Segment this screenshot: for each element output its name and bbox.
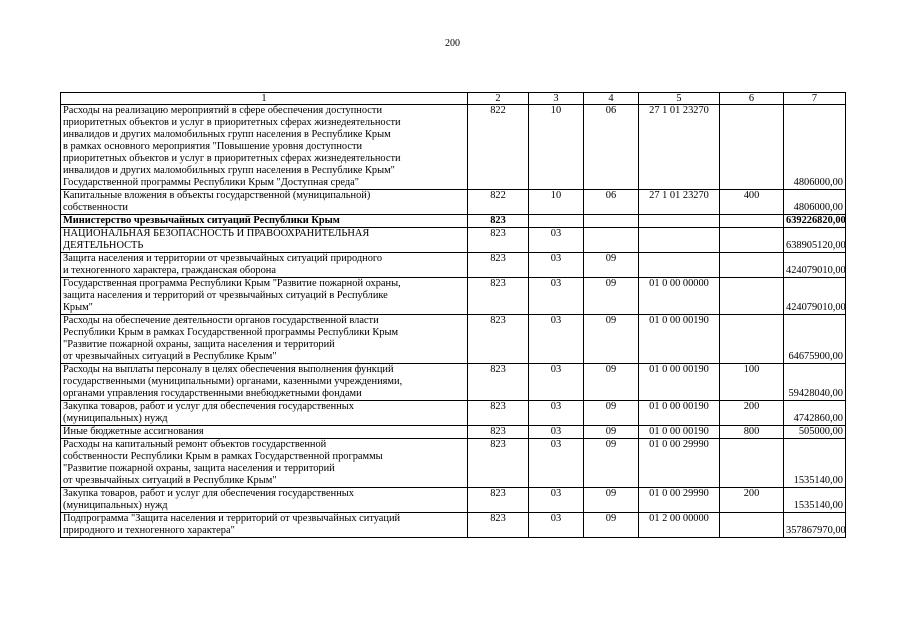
row-expense-type-cell (720, 439, 784, 488)
row-code-cell: 823 (468, 364, 529, 401)
budget-table (60, 92, 846, 538)
row-target-article-cell: 01 0 00 29990 (639, 488, 720, 513)
row-subsection-cell: 09 (584, 426, 639, 439)
row-target-article-cell: 27 1 01 23270 (639, 190, 720, 215)
row-expense-type-cell: 400 (720, 190, 784, 215)
row-section-cell: 03 (529, 439, 584, 488)
row-code-cell: 823 (468, 278, 529, 315)
row-expense-type-cell (720, 228, 784, 253)
row-name-cell: Закупка товаров, работ и услуг для обеспечения государственных (муниципальных) нужд (61, 401, 468, 426)
row-subsection-cell: 09 (584, 278, 639, 315)
header-col-3: 3 (529, 93, 584, 105)
row-expense-type-cell (720, 215, 784, 228)
row-subsection-cell: 09 (584, 364, 639, 401)
row-expense-type-cell: 800 (720, 426, 784, 439)
row-subsection-cell: 09 (584, 488, 639, 513)
row-amount-cell: 59428040,00 (784, 364, 846, 401)
row-name-cell: Подпрограмма "Защита населения и территорий от чрезвычайных ситуаций природного и техногенного характера" (61, 513, 468, 538)
header-row (61, 93, 846, 105)
table-row (61, 439, 846, 488)
row-code-cell: 823 (468, 488, 529, 513)
row-amount-cell: 1535140,00 (784, 439, 846, 488)
header-col-7: 7 (784, 93, 846, 105)
row-code-cell: 823 (468, 228, 529, 253)
row-amount-cell: 4806000,00 (784, 105, 846, 190)
row-target-article-cell (639, 228, 720, 253)
row-section-cell: 10 (529, 105, 584, 190)
row-name-cell: Расходы на капитальный ремонт объектов государственной собственности Республики Крым в рамках Государственной программы "Развитие пожарной охраны, защита населения и территорий от чрезвычайных ситуаций в Республике Крым" (61, 439, 468, 488)
row-section-cell: 03 (529, 228, 584, 253)
row-name-cell: НАЦИОНАЛЬНАЯ БЕЗОПАСНОСТЬ И ПРАВООХРАНИТЕЛЬНАЯ ДЕЯТЕЛЬНОСТЬ (61, 228, 468, 253)
header-col-2: 2 (468, 93, 529, 105)
row-code-cell: 823 (468, 426, 529, 439)
row-subsection-cell (584, 215, 639, 228)
row-subsection-cell (584, 228, 639, 253)
header-col-4: 4 (584, 93, 639, 105)
row-target-article-cell: 01 2 00 00000 (639, 513, 720, 538)
row-section-cell: 03 (529, 364, 584, 401)
row-subsection-cell: 06 (584, 190, 639, 215)
page-number: 200 (445, 38, 460, 49)
row-amount-cell: 639226820,00 (784, 215, 846, 228)
row-section-cell: 03 (529, 315, 584, 364)
row-subsection-cell: 09 (584, 253, 639, 278)
row-code-cell: 823 (468, 215, 529, 228)
row-target-article-cell: 01 0 00 00190 (639, 315, 720, 364)
row-target-article-cell: 01 0 00 00000 (639, 278, 720, 315)
row-code-cell: 823 (468, 315, 529, 364)
row-section-cell: 03 (529, 513, 584, 538)
table-row (61, 401, 846, 426)
header-col-1: 1 (61, 93, 468, 105)
row-expense-type-cell: 100 (720, 364, 784, 401)
row-amount-cell: 424079010,00 (784, 253, 846, 278)
row-amount-cell: 4742860,00 (784, 401, 846, 426)
row-amount-cell: 4806000,00 (784, 190, 846, 215)
row-target-article-cell (639, 215, 720, 228)
table-row (61, 364, 846, 401)
row-target-article-cell: 27 1 01 23270 (639, 105, 720, 190)
row-name-cell: Расходы на выплаты персоналу в целях обеспечения выполнения функций государственными (муниципальными) органами, казенными учреждениями, органами управления государственными внебюджетными фондами (61, 364, 468, 401)
row-section-cell: 03 (529, 426, 584, 439)
row-code-cell: 822 (468, 190, 529, 215)
row-target-article-cell: 01 0 00 00190 (639, 364, 720, 401)
row-code-cell: 823 (468, 401, 529, 426)
row-subsection-cell: 09 (584, 315, 639, 364)
row-code-cell: 822 (468, 105, 529, 190)
row-subsection-cell: 09 (584, 439, 639, 488)
table-row (61, 278, 846, 315)
row-code-cell: 823 (468, 253, 529, 278)
row-section-cell: 03 (529, 488, 584, 513)
table-row (61, 488, 846, 513)
row-expense-type-cell: 200 (720, 401, 784, 426)
row-name-cell: Расходы на реализацию мероприятий в сфере обеспечения доступности приоритетных объектов и услуг в приоритетных сферах жизнедеятельности инвалидов и других маломобильных групп населения в Республике Крым в рамках основного мероприятия "Повышение уровня доступности приоритетных объектов и услуг в приоритетных сферах жизнедеятельности инвалидов и других маломобильных групп населения в Республике Крым" Государственной программы Республики Крым "Доступная среда" (61, 105, 468, 190)
row-subsection-cell: 09 (584, 401, 639, 426)
row-name-cell: Капитальные вложения в объекты государственной (муниципальной) собственности (61, 190, 468, 215)
row-code-cell: 823 (468, 513, 529, 538)
table-row (61, 105, 846, 190)
row-amount-cell: 638905120,00 (784, 228, 846, 253)
row-amount-cell: 424079010,00 (784, 278, 846, 315)
row-target-article-cell: 01 0 00 00190 (639, 426, 720, 439)
row-expense-type-cell (720, 513, 784, 538)
row-expense-type-cell: 200 (720, 488, 784, 513)
row-name-cell: Иные бюджетные ассигнования (61, 426, 468, 439)
row-name-cell: Защита населения и территории от чрезвычайных ситуаций природного и техногенного характера, гражданская оборона (61, 253, 468, 278)
header-col-5: 5 (639, 93, 720, 105)
row-section-cell: 10 (529, 190, 584, 215)
table-row (61, 215, 846, 228)
table-row (61, 315, 846, 364)
table-row (61, 253, 846, 278)
row-section-cell: 03 (529, 401, 584, 426)
row-name-cell: Министерство чрезвычайных ситуаций Республики Крым (61, 215, 468, 228)
row-amount-cell: 505000,00 (784, 426, 846, 439)
row-section-cell (529, 215, 584, 228)
table-row (61, 228, 846, 253)
table-row (61, 426, 846, 439)
table-row (61, 190, 846, 215)
row-subsection-cell: 06 (584, 105, 639, 190)
row-target-article-cell (639, 253, 720, 278)
row-code-cell: 823 (468, 439, 529, 488)
row-expense-type-cell (720, 278, 784, 315)
row-amount-cell: 357867970,00 (784, 513, 846, 538)
row-amount-cell: 1535140,00 (784, 488, 846, 513)
row-expense-type-cell (720, 105, 784, 190)
row-name-cell: Закупка товаров, работ и услуг для обеспечения государственных (муниципальных) нужд (61, 488, 468, 513)
table-row (61, 513, 846, 538)
row-name-cell: Государственная программа Республики Крым "Развитие пожарной охраны, защита населения и территорий от чрезвычайных ситуаций в Республике Крым" (61, 278, 468, 315)
row-amount-cell: 64675900,00 (784, 315, 846, 364)
row-section-cell: 03 (529, 253, 584, 278)
row-section-cell: 03 (529, 278, 584, 315)
header-col-6: 6 (720, 93, 784, 105)
row-expense-type-cell (720, 253, 784, 278)
row-target-article-cell: 01 0 00 00190 (639, 401, 720, 426)
row-target-article-cell: 01 0 00 29990 (639, 439, 720, 488)
row-name-cell: Расходы на обеспечение деятельности органов государственной власти Республики Крым в рамках Государственной программы Республики Крым "Развитие пожарной охраны, защита населения и территорий от чрезвычайных ситуаций в Республике Крым" (61, 315, 468, 364)
row-subsection-cell: 09 (584, 513, 639, 538)
row-expense-type-cell (720, 315, 784, 364)
